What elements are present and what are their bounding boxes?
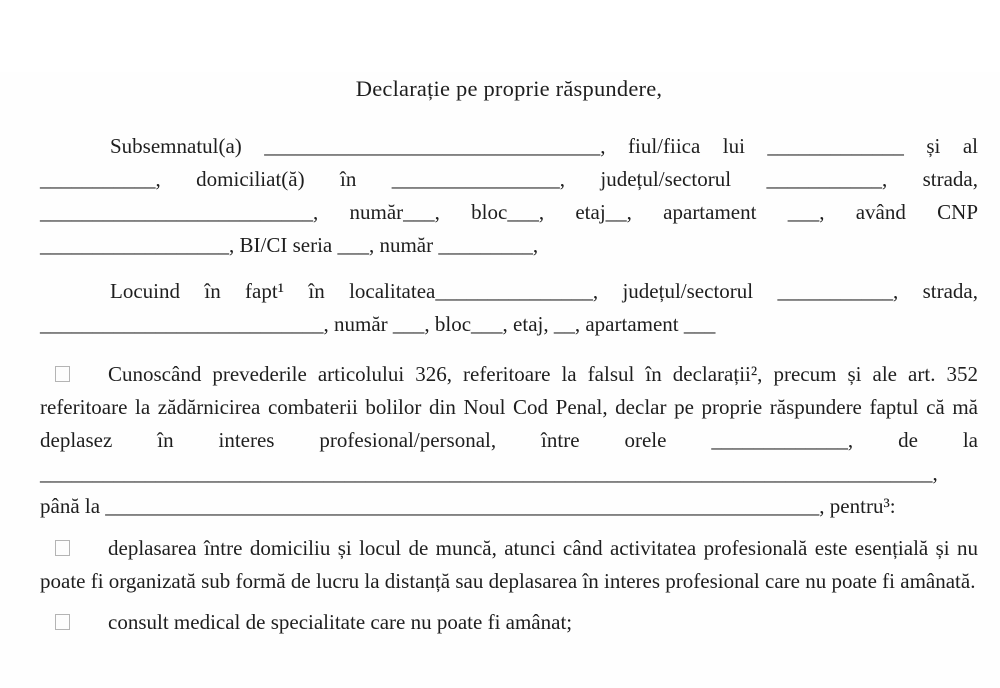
paragraph-consult-medical-text: consult medical de specialitate care nu poate fi amânat; xyxy=(108,610,573,634)
paragraph-deplasarea-domiciliu-munca-text: deplasarea între domiciliu și locul de muncă, atunci când activitatea profesională este esențială și nu poate fi organizată sub formă de lucru la distanță sau deplasarea în interes profesional care nu poate fi amânată. xyxy=(40,536,978,593)
document-page xyxy=(0,72,1000,688)
paragraph-cunoscand-prevederile xyxy=(40,358,978,523)
paragraph-locuind-in-fapt xyxy=(40,275,978,341)
paragraph-deplasarea-domiciliu-munca xyxy=(40,532,978,598)
checkbox-icon[interactable] xyxy=(55,540,70,556)
paragraph-subsemnatul-text: Subsemnatul(a) ________________________________, fiul/fiica lui _____________ și al ___________, domiciliat(ă) în ________________, județul/sectorul ___________, strada, __________________________, număr___, bloc___, etaj__, apartament ___, având CNP __________________, BI/CI seria ___, număr _________, xyxy=(40,134,978,257)
checkbox-icon[interactable] xyxy=(55,614,70,630)
checkbox-icon[interactable] xyxy=(55,366,70,382)
paragraph-subsemnatul xyxy=(40,130,978,262)
paragraph-cunoscand-prevederile-text: Cunoscând prevederile articolului 326, referitoare la falsul în declarații², precum și ale art. 352 referitoare la zădărnicirea combaterii bolilor din Noul Cod Penal, declar pe proprie răspundere faptul că mă deplasez în interes profesional/personal, între orele _____________, de la _____________________________________________________________________________________, până la ____________________________________________________________________, pentru³: xyxy=(40,362,978,518)
paragraph-consult-medical xyxy=(40,606,978,639)
document-title: Declarație pe proprie răspundere, xyxy=(355,76,663,101)
paragraph-locuind-in-fapt-text: Locuind în fapt¹ în localitatea_______________, județul/sectorul ___________, strada, ___________________________, număr ___, bloc___, etaj, __, apartament ___ xyxy=(40,279,978,336)
